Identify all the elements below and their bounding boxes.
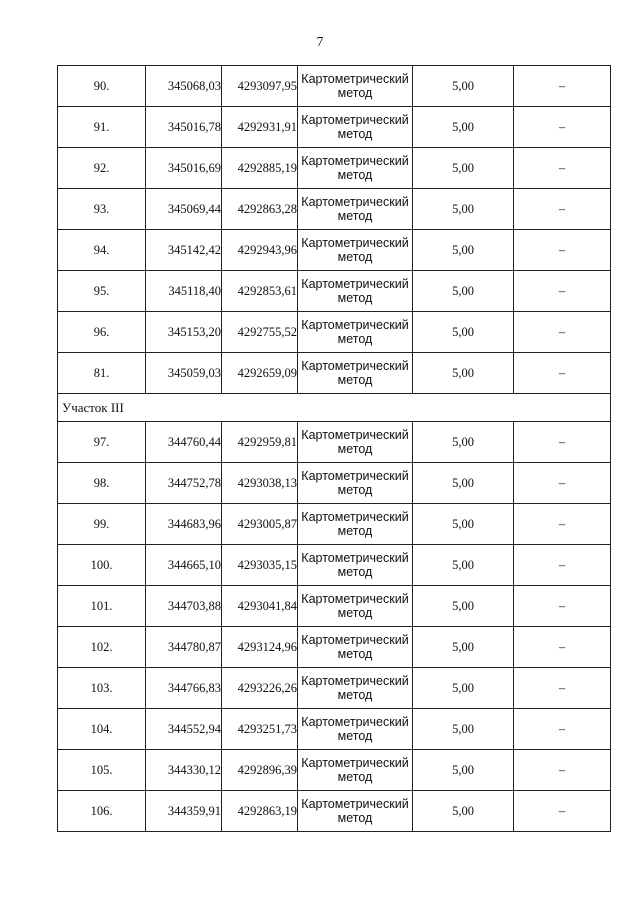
point-number-cell: 90. <box>58 66 146 107</box>
x-coordinate-cell: 344552,94 <box>146 709 222 750</box>
method-line-1: Картометрический <box>301 797 409 811</box>
table-row <box>58 148 611 189</box>
method-line-1: Картометрический <box>301 551 409 565</box>
table-row <box>58 750 611 791</box>
point-number-cell: 94. <box>58 230 146 271</box>
method-line-1: Картометрический <box>301 154 409 168</box>
table-row <box>58 586 611 627</box>
x-coordinate-cell: 345016,78 <box>146 107 222 148</box>
point-number-cell: 99. <box>58 504 146 545</box>
note-cell: – <box>514 422 611 463</box>
method-line-2: метод <box>337 524 373 538</box>
table-row <box>58 230 611 271</box>
table-row <box>58 312 611 353</box>
point-number-cell: 91. <box>58 107 146 148</box>
method-line-2: метод <box>337 565 373 579</box>
method-line-2: метод <box>337 688 373 702</box>
table-row <box>58 791 611 832</box>
method-line-1: Картометрический <box>301 510 409 524</box>
table-row <box>58 189 611 230</box>
method-line-2: метод <box>337 811 373 825</box>
x-coordinate-cell: 344665,10 <box>146 545 222 586</box>
note-cell: – <box>514 791 611 832</box>
note-cell: – <box>514 750 611 791</box>
x-coordinate-cell: 345016,69 <box>146 148 222 189</box>
method-line-1: Картометрический <box>301 113 409 127</box>
method-cell <box>298 230 413 271</box>
y-coordinate-cell: 4293041,84 <box>222 586 298 627</box>
method-line-2: метод <box>337 168 373 182</box>
y-coordinate-cell: 4292853,61 <box>222 271 298 312</box>
method-line-2: метод <box>337 332 373 346</box>
method-line-1: Картометрический <box>301 277 409 291</box>
y-coordinate-cell: 4292931,91 <box>222 107 298 148</box>
point-number-cell: 92. <box>58 148 146 189</box>
coordinates-table-body <box>58 66 611 832</box>
y-coordinate-cell: 4293097,95 <box>222 66 298 107</box>
method-cell <box>298 709 413 750</box>
accuracy-cell: 5,00 <box>413 586 514 627</box>
accuracy-cell: 5,00 <box>413 353 514 394</box>
accuracy-cell: 5,00 <box>413 750 514 791</box>
point-number-cell: 104. <box>58 709 146 750</box>
point-number-cell: 101. <box>58 586 146 627</box>
accuracy-cell: 5,00 <box>413 312 514 353</box>
method-line-1: Картометрический <box>301 428 409 442</box>
note-cell: – <box>514 586 611 627</box>
table-row <box>58 504 611 545</box>
method-line-1: Картометрический <box>301 756 409 770</box>
method-line-1: Картометрический <box>301 195 409 209</box>
accuracy-cell: 5,00 <box>413 148 514 189</box>
method-line-1: Картометрический <box>301 469 409 483</box>
note-cell: – <box>514 504 611 545</box>
method-line-1: Картометрический <box>301 318 409 332</box>
method-cell <box>298 312 413 353</box>
y-coordinate-cell: 4292959,81 <box>222 422 298 463</box>
point-number-cell: 100. <box>58 545 146 586</box>
table-row <box>58 709 611 750</box>
method-cell <box>298 791 413 832</box>
x-coordinate-cell: 344683,96 <box>146 504 222 545</box>
point-number-cell: 102. <box>58 627 146 668</box>
note-cell: – <box>514 66 611 107</box>
note-cell: – <box>514 189 611 230</box>
method-cell <box>298 586 413 627</box>
accuracy-cell: 5,00 <box>413 422 514 463</box>
table-row <box>58 668 611 709</box>
method-cell <box>298 504 413 545</box>
method-line-2: метод <box>337 209 373 223</box>
y-coordinate-cell: 4293005,87 <box>222 504 298 545</box>
method-line-2: метод <box>337 86 373 100</box>
note-cell: – <box>514 107 611 148</box>
method-cell <box>298 463 413 504</box>
method-cell <box>298 353 413 394</box>
method-line-2: метод <box>337 483 373 497</box>
y-coordinate-cell: 4293226,26 <box>222 668 298 709</box>
method-line-2: метод <box>337 373 373 387</box>
table-row <box>58 545 611 586</box>
x-coordinate-cell: 345069,44 <box>146 189 222 230</box>
method-line-1: Картометрический <box>301 674 409 688</box>
method-line-2: метод <box>337 770 373 784</box>
method-line-1: Картометрический <box>301 72 409 86</box>
y-coordinate-cell: 4292755,52 <box>222 312 298 353</box>
table-row <box>58 463 611 504</box>
note-cell: – <box>514 312 611 353</box>
accuracy-cell: 5,00 <box>413 230 514 271</box>
method-line-2: метод <box>337 127 373 141</box>
point-number-cell: 106. <box>58 791 146 832</box>
note-cell: – <box>514 271 611 312</box>
y-coordinate-cell: 4292943,96 <box>222 230 298 271</box>
section-header-row <box>58 394 611 422</box>
note-cell: – <box>514 148 611 189</box>
accuracy-cell: 5,00 <box>413 66 514 107</box>
note-cell: – <box>514 709 611 750</box>
method-line-1: Картометрический <box>301 592 409 606</box>
y-coordinate-cell: 4293251,73 <box>222 709 298 750</box>
y-coordinate-cell: 4292863,19 <box>222 791 298 832</box>
method-line-2: метод <box>337 606 373 620</box>
table-row <box>58 353 611 394</box>
y-coordinate-cell: 4293124,96 <box>222 627 298 668</box>
method-cell <box>298 189 413 230</box>
accuracy-cell: 5,00 <box>413 463 514 504</box>
method-line-2: метод <box>337 442 373 456</box>
method-cell <box>298 271 413 312</box>
section-label: Участок III <box>58 394 611 422</box>
method-cell <box>298 545 413 586</box>
x-coordinate-cell: 345059,03 <box>146 353 222 394</box>
point-number-cell: 98. <box>58 463 146 504</box>
page-number: 7 <box>316 35 324 50</box>
method-line-2: метод <box>337 250 373 264</box>
y-coordinate-cell: 4293038,13 <box>222 463 298 504</box>
table-row <box>58 271 611 312</box>
y-coordinate-cell: 4292659,09 <box>222 353 298 394</box>
method-cell <box>298 422 413 463</box>
accuracy-cell: 5,00 <box>413 627 514 668</box>
method-cell <box>298 750 413 791</box>
x-coordinate-cell: 345068,03 <box>146 66 222 107</box>
accuracy-cell: 5,00 <box>413 709 514 750</box>
accuracy-cell: 5,00 <box>413 107 514 148</box>
table-row <box>58 422 611 463</box>
accuracy-cell: 5,00 <box>413 545 514 586</box>
method-line-1: Картометрический <box>301 633 409 647</box>
y-coordinate-cell: 4293035,15 <box>222 545 298 586</box>
x-coordinate-cell: 344330,12 <box>146 750 222 791</box>
method-line-2: метод <box>337 729 373 743</box>
accuracy-cell: 5,00 <box>413 668 514 709</box>
x-coordinate-cell: 345153,20 <box>146 312 222 353</box>
method-cell <box>298 107 413 148</box>
table-row <box>58 107 611 148</box>
note-cell: – <box>514 545 611 586</box>
accuracy-cell: 5,00 <box>413 504 514 545</box>
note-cell: – <box>514 463 611 504</box>
note-cell: – <box>514 627 611 668</box>
x-coordinate-cell: 344780,87 <box>146 627 222 668</box>
point-number-cell: 96. <box>58 312 146 353</box>
note-cell: – <box>514 230 611 271</box>
x-coordinate-cell: 344359,91 <box>146 791 222 832</box>
table-row <box>58 66 611 107</box>
method-cell <box>298 668 413 709</box>
x-coordinate-cell: 344760,44 <box>146 422 222 463</box>
method-line-2: метод <box>337 291 373 305</box>
method-line-2: метод <box>337 647 373 661</box>
point-number-cell: 95. <box>58 271 146 312</box>
x-coordinate-cell: 345142,42 <box>146 230 222 271</box>
coordinates-table <box>57 65 611 832</box>
point-number-cell: 93. <box>58 189 146 230</box>
note-cell: – <box>514 668 611 709</box>
accuracy-cell: 5,00 <box>413 791 514 832</box>
x-coordinate-cell: 344703,88 <box>146 586 222 627</box>
method-cell <box>298 627 413 668</box>
y-coordinate-cell: 4292863,28 <box>222 189 298 230</box>
method-line-1: Картометрический <box>301 236 409 250</box>
method-line-1: Картометрический <box>301 715 409 729</box>
method-cell <box>298 66 413 107</box>
y-coordinate-cell: 4292896,39 <box>222 750 298 791</box>
y-coordinate-cell: 4292885,19 <box>222 148 298 189</box>
point-number-cell: 97. <box>58 422 146 463</box>
method-cell <box>298 148 413 189</box>
note-cell: – <box>514 353 611 394</box>
method-line-1: Картометрический <box>301 359 409 373</box>
x-coordinate-cell: 344766,83 <box>146 668 222 709</box>
x-coordinate-cell: 345118,40 <box>146 271 222 312</box>
table-row <box>58 627 611 668</box>
point-number-cell: 81. <box>58 353 146 394</box>
point-number-cell: 105. <box>58 750 146 791</box>
accuracy-cell: 5,00 <box>413 271 514 312</box>
accuracy-cell: 5,00 <box>413 189 514 230</box>
x-coordinate-cell: 344752,78 <box>146 463 222 504</box>
point-number-cell: 103. <box>58 668 146 709</box>
